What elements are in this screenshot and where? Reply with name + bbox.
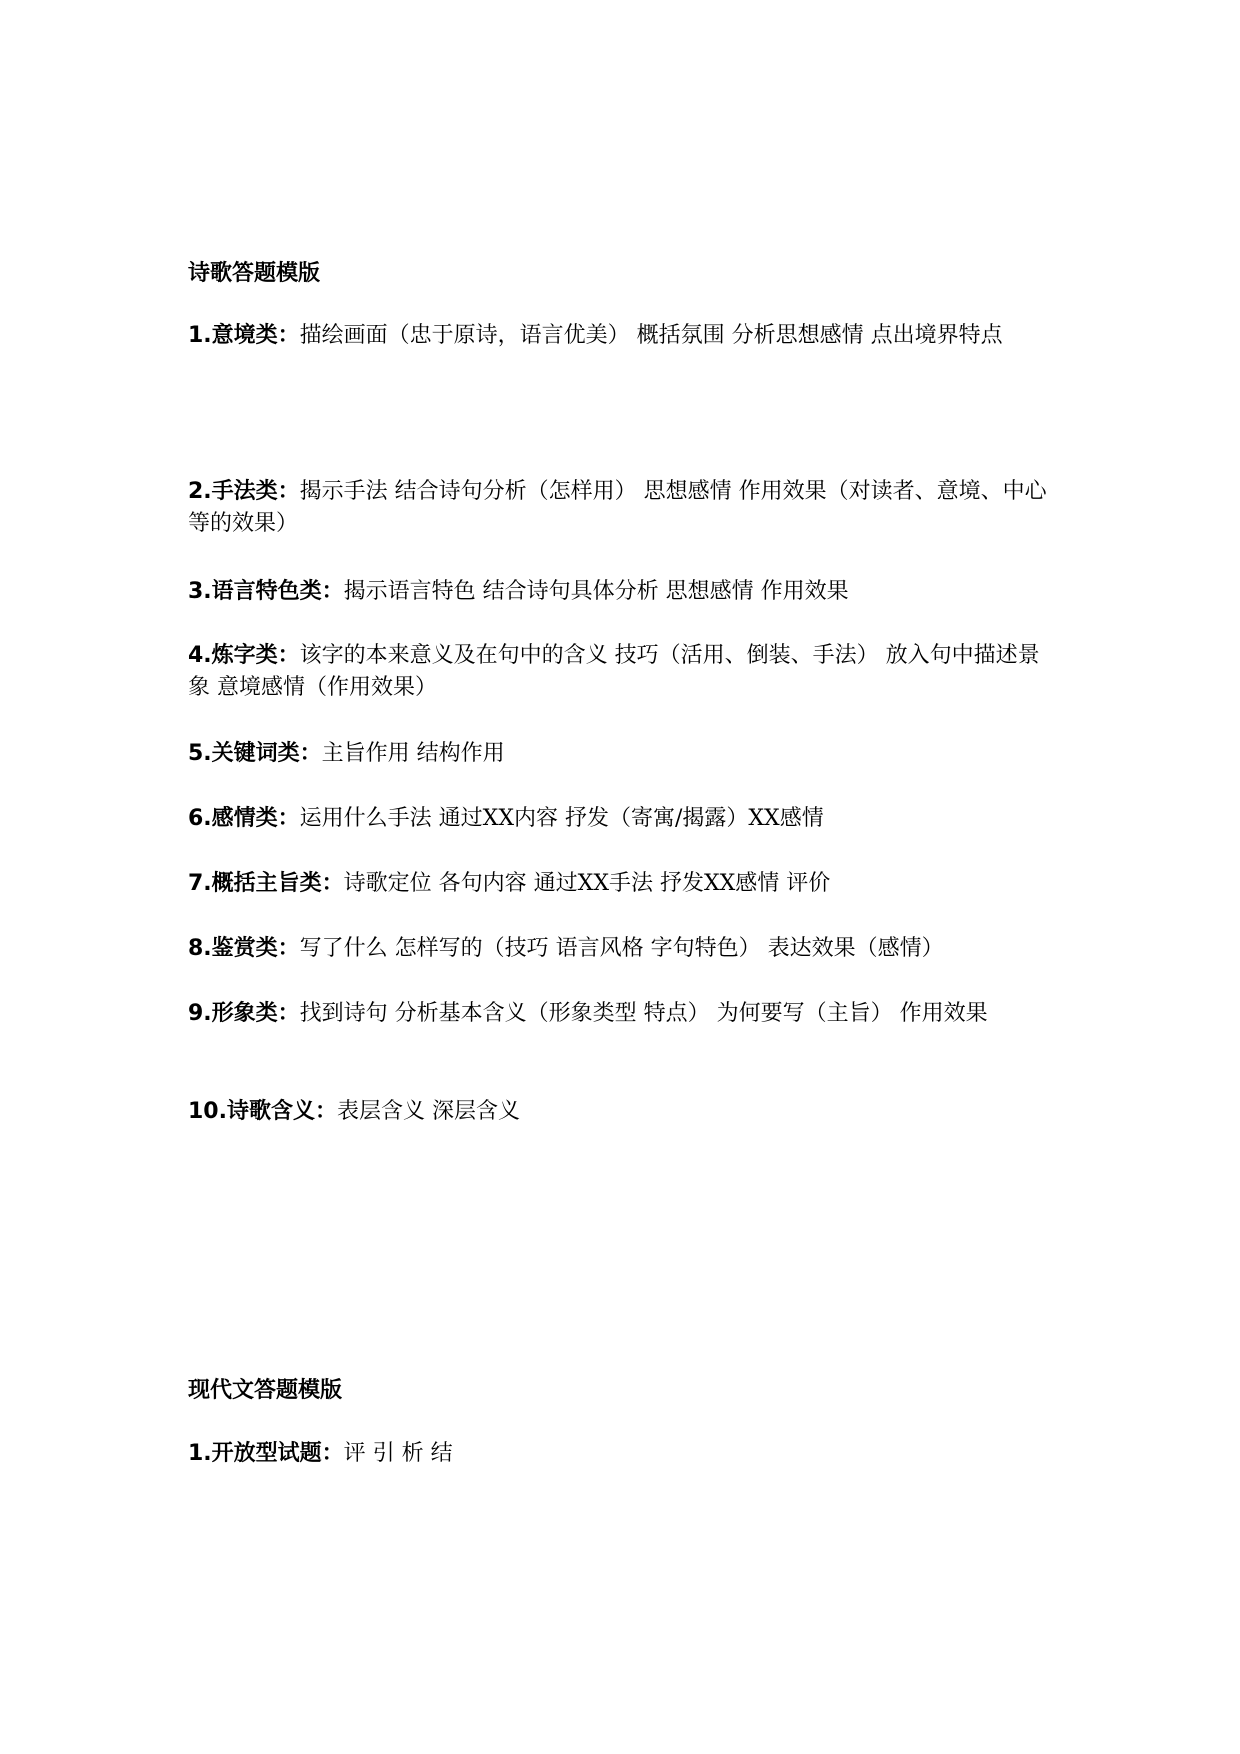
poetry-item-9 <box>188 998 1058 1030</box>
poetry-item-text: 找到诗句 分析基本含义（形象类型 特点） 为何要写（主旨） 作用效果 <box>299 1001 988 1026</box>
poetry-item-7 <box>188 868 1058 900</box>
poetry-item-2 <box>188 476 1058 540</box>
poetry-item-text: 诗歌定位 各句内容 通过XX手法 抒发XX感情 评价 <box>343 871 831 896</box>
poetry-item-text: 运用什么手法 通过XX内容 抒发（寄寓/揭露）XX感情 <box>299 806 824 831</box>
poetry-heading: 诗歌答题模版 <box>188 261 321 286</box>
poetry-item-6 <box>188 803 1058 835</box>
poetry-item-1 <box>188 320 1058 352</box>
poetry-item-label: 4.炼字类： <box>188 643 300 668</box>
poetry-item-10 <box>188 1096 1058 1128</box>
modern-item-1 <box>188 1438 1058 1470</box>
poetry-item-label: 2.手法类： <box>188 479 300 504</box>
poetry-item-4 <box>188 640 1058 704</box>
poetry-item-label: 9.形象类： <box>188 1001 300 1026</box>
poetry-item-text: 描绘画面（忠于原诗，语言优美） 概括氛围 分析思想感情 点出境界特点 <box>299 323 1003 348</box>
poetry-item-text: 揭示语言特色 结合诗句具体分析 思想感情 作用效果 <box>343 579 849 604</box>
modern-heading: 现代文答题模版 <box>188 1378 343 1403</box>
poetry-item-label: 7.概括主旨类： <box>188 871 344 896</box>
poetry-item-text: 该字的本来意义及在句中的含义 技巧（活用、倒装、手法） 放入句中描述景象 意境感情（作用效果） <box>188 643 1040 700</box>
poetry-item-8 <box>188 933 1058 965</box>
poetry-item-label: 10.诗歌含义： <box>188 1099 337 1124</box>
modern-item-text: 评 引 析 结 <box>343 1441 453 1466</box>
modern-item-label: 1.开放型试题： <box>188 1441 344 1466</box>
poetry-item-text: 写了什么 怎样写的（技巧 语言风格 字句特色） 表达效果（感情） <box>299 936 944 961</box>
poetry-item-label: 8.鉴赏类： <box>188 936 300 961</box>
poetry-item-3 <box>188 576 1058 608</box>
poetry-item-label: 1.意境类： <box>188 323 300 348</box>
poetry-item-text: 表层含义 深层含义 <box>336 1099 520 1124</box>
poetry-item-text: 揭示手法 结合诗句分析（怎样用） 思想感情 作用效果（对读者、意境、中心等的效果） <box>188 479 1047 536</box>
poetry-item-5 <box>188 738 1058 770</box>
poetry-item-text: 主旨作用 结构作用 <box>321 741 505 766</box>
poetry-item-label: 6.感情类： <box>188 806 300 831</box>
poetry-item-label: 5.关键词类： <box>188 741 322 766</box>
poetry-item-label: 3.语言特色类： <box>188 579 344 604</box>
